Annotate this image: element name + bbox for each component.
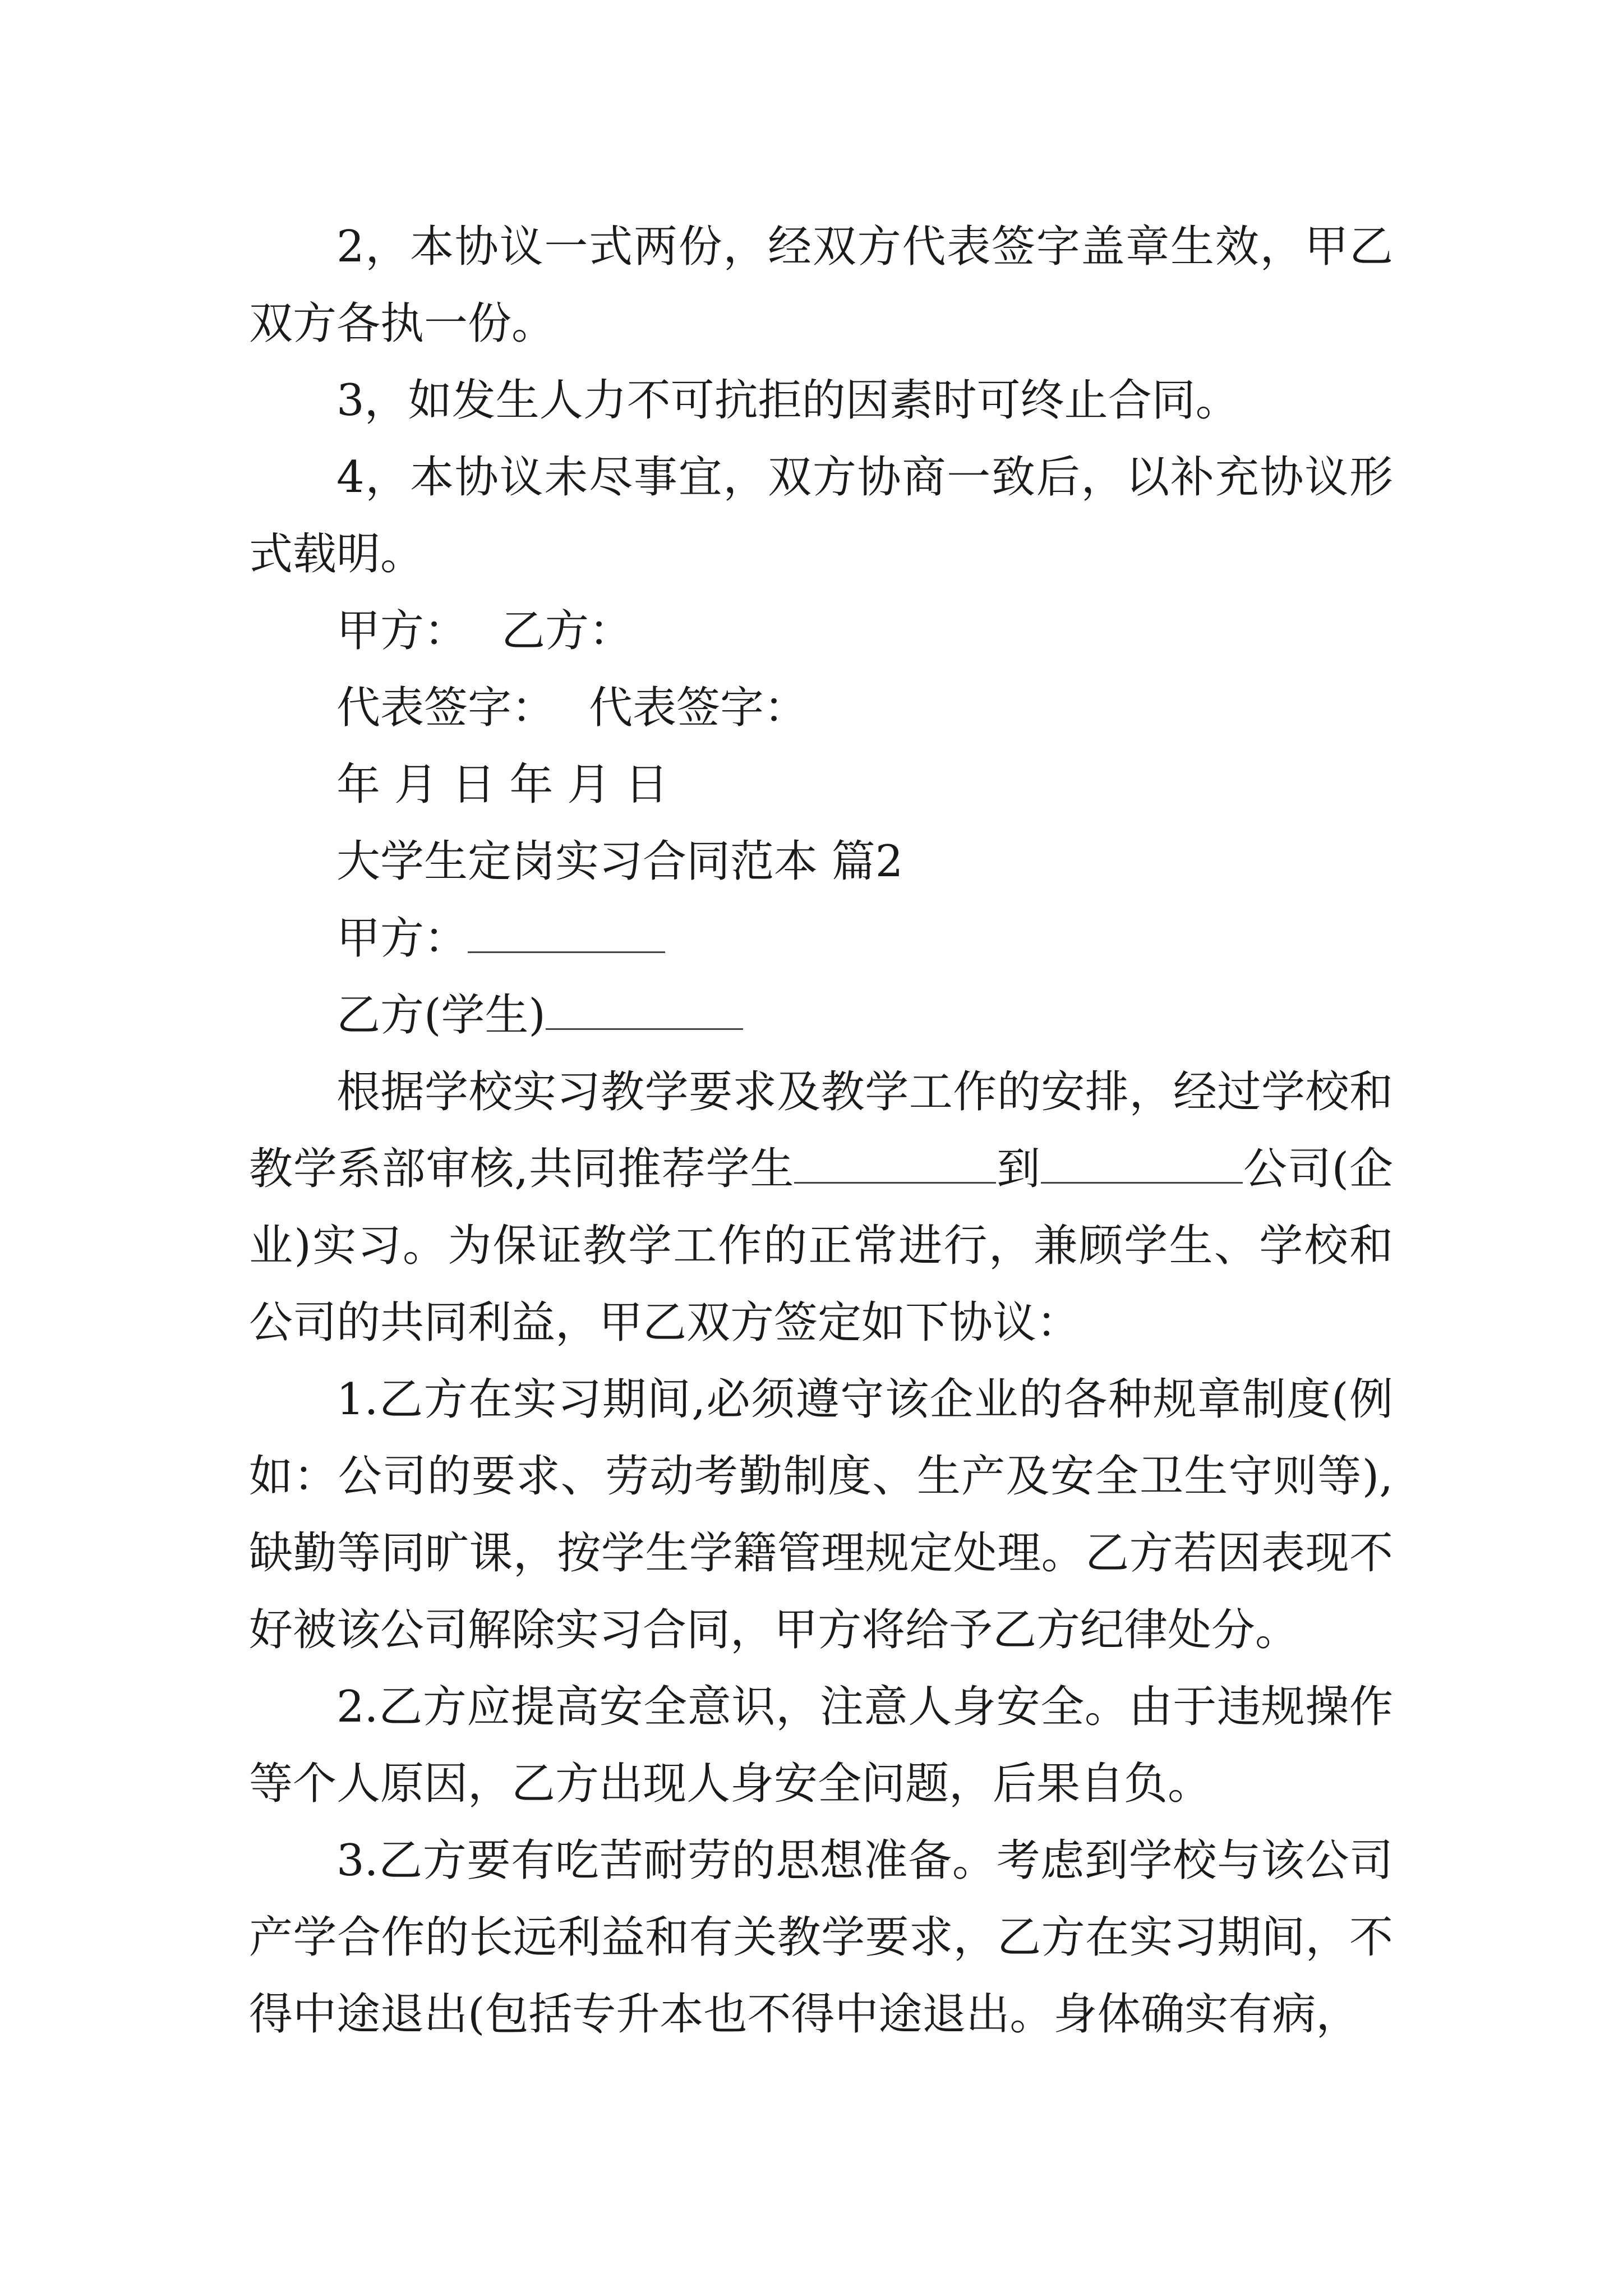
intro-text-2: 到 (996, 1144, 1041, 1194)
rep-b-label: 代表签字： (589, 683, 808, 733)
signature-date: 年 月 日 年 月 日 (336, 760, 668, 810)
signature-parties (249, 593, 1393, 670)
intro-text-3: 公司(企业)实习。为保证教学工作的正常进行，兼顾学生、学校和公司的共同利益，甲乙双方签定如下协议： (249, 1144, 1393, 1348)
signature-representatives (249, 670, 1393, 747)
party-a-field-label: 甲方： (336, 913, 468, 964)
intro-text-1: 根据学校实习教学要求及教学工作的安排，经过学校和教学系部审核,共同推荐学生 (249, 1067, 1393, 1194)
intro-paragraph (249, 1054, 1393, 1361)
party-b-line (249, 977, 1393, 1054)
rep-a-label: 代表签字： (336, 683, 556, 733)
party-a-label: 甲方： (336, 606, 468, 656)
party-b-blank (546, 984, 743, 1030)
company-blank (1041, 1138, 1243, 1184)
clause-4: 4，本协议未尽事宜，双方协商一致后，以补充协议形式载明。 (249, 452, 1393, 579)
clause-2: 2，本协议一式两份，经双方代表签字盖章生效，甲乙双方各执一份。 (249, 222, 1393, 349)
document-page (249, 209, 1393, 2053)
clause-3: 3，如发生人力不可抗拒的因素时可终止合同。 (336, 375, 1239, 426)
party-a-blank (468, 908, 665, 953)
section2-clause-1: 1.乙方在实习期间,必须遵守该企业的各种规章制度(例如：公司的要求、劳动考勤制度、生产及安全卫生守则等),缺勤等同旷课，按学生学籍管理规定处理。乙方若因表现不好被该公司解除实习合同，甲方将给予乙方纪律处分。 (249, 1374, 1393, 1655)
section2-clause-3: 3.乙方要有吃苦耐劳的思想准备。考虑到学校与该公司产学合作的长远利益和有关教学要求，乙方在实习期间，不得中途退出(包括专升本也不得中途退出。身体确实有病， (249, 1835, 1393, 2040)
party-a-line (249, 900, 1393, 977)
student-blank (794, 1138, 996, 1184)
party-b-label: 乙方： (501, 606, 633, 656)
section2-clause-2: 2.乙方应提高安全意识，注意人身安全。由于违规操作等个人原因，乙方出现人身安全问题，后果自负。 (249, 1682, 1393, 1809)
section-title: 大学生定岗实习合同范本 篇2 (336, 836, 903, 887)
party-b-field-label: 乙方(学生) (336, 990, 546, 1041)
